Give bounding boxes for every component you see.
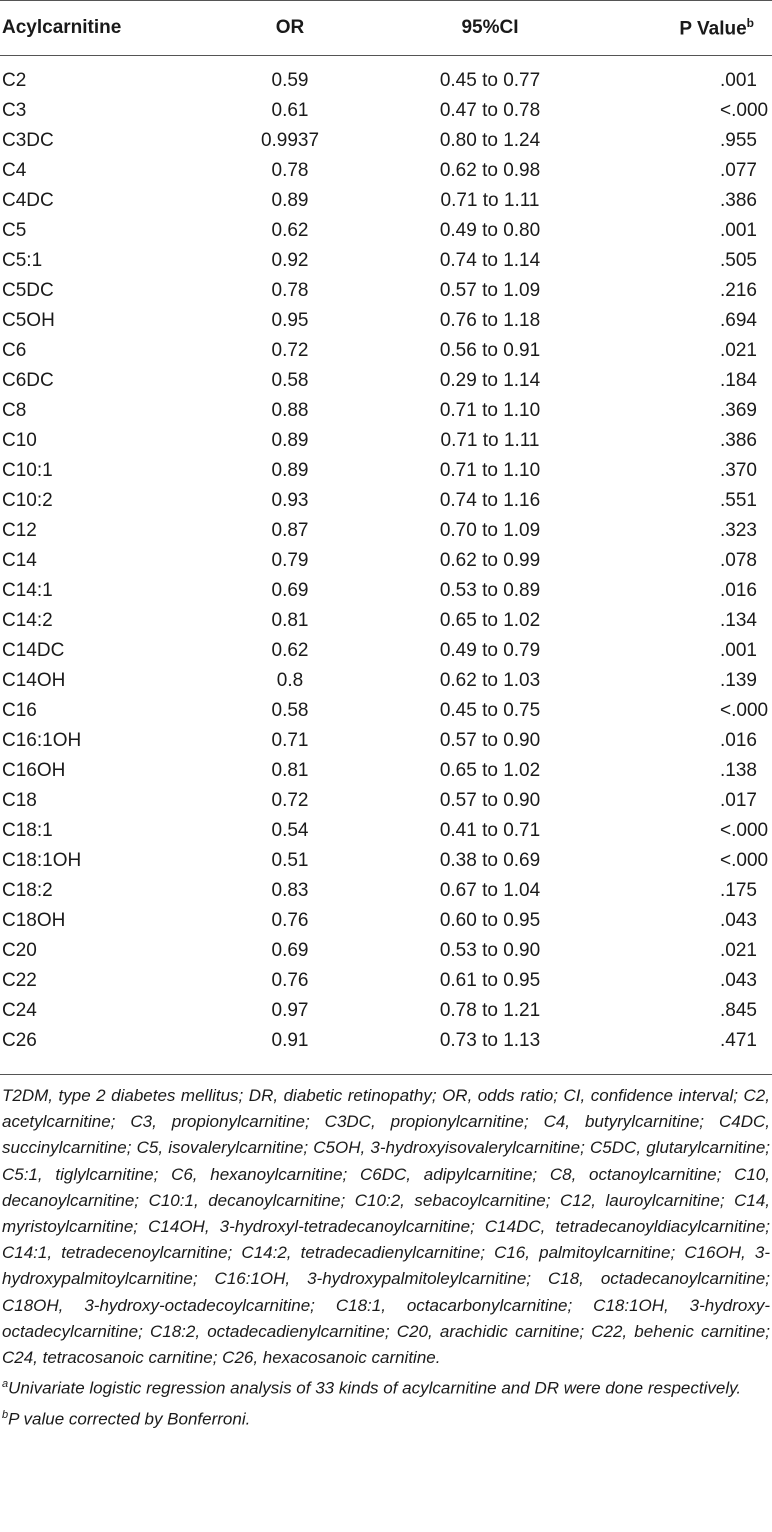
table-header-row	[0, 1, 772, 55]
cell-acylcarnitine: C3DC	[2, 130, 54, 151]
cell-or: 0.76	[271, 970, 309, 991]
cell-acylcarnitine: C14:1	[2, 580, 53, 601]
cell-or: 0.59	[271, 70, 309, 91]
table-row	[0, 936, 772, 966]
table-row	[0, 876, 772, 906]
cell-or: 0.89	[271, 190, 309, 211]
cell-or: 0.89	[271, 460, 309, 481]
cell-p-value: .017	[720, 790, 757, 811]
cell-or: 0.93	[271, 490, 309, 511]
cell-p-value: .001	[720, 70, 757, 91]
table-row	[0, 966, 772, 996]
cell-p-value: .184	[720, 370, 757, 391]
cell-p-value: .138	[720, 760, 757, 781]
table-row	[0, 306, 772, 336]
cell-ci: 0.49 to 0.79	[439, 640, 541, 661]
cell-ci: 0.62 to 0.98	[439, 160, 541, 181]
cell-ci: 0.71 to 1.11	[440, 190, 540, 211]
cell-or: 0.81	[271, 760, 309, 781]
cell-ci: 0.29 to 1.14	[439, 370, 541, 391]
cell-acylcarnitine: C5	[2, 220, 27, 241]
cell-ci: 0.76 to 1.18	[439, 310, 541, 331]
table-row	[0, 636, 772, 666]
cell-or: 0.97	[271, 1000, 309, 1021]
cell-ci: 0.53 to 0.89	[439, 580, 541, 601]
cell-acylcarnitine: C4	[2, 160, 27, 181]
header-p-value-label: P Value	[679, 18, 747, 40]
cell-or: 0.8	[276, 670, 304, 691]
cell-acylcarnitine: C20	[2, 940, 37, 961]
cell-ci: 0.53 to 0.90	[439, 940, 541, 961]
table-row	[0, 546, 772, 576]
cell-acylcarnitine: C18OH	[2, 910, 66, 931]
table-row	[0, 756, 772, 786]
cell-p-value: <.000	[720, 700, 769, 721]
cell-ci: 0.65 to 1.02	[439, 760, 541, 781]
table-row	[0, 276, 772, 306]
table-row	[0, 66, 772, 96]
cell-p-value: .323	[720, 520, 757, 541]
cell-p-value: <.000	[720, 100, 769, 121]
cell-p-value: .139	[720, 670, 757, 691]
table-row	[0, 426, 772, 456]
table-row	[0, 786, 772, 816]
table-row	[0, 246, 772, 276]
cell-or: 0.76	[271, 910, 309, 931]
cell-or: 0.62	[271, 220, 309, 241]
cell-or: 0.61	[271, 100, 309, 121]
header-p-value-footnote-marker: b	[746, 15, 754, 30]
footnote-b-text: P value corrected by Bonferroni.	[8, 1409, 251, 1429]
cell-ci: 0.73 to 1.13	[439, 1030, 541, 1051]
cell-acylcarnitine: C22	[2, 970, 37, 991]
cell-acylcarnitine: C12	[2, 520, 37, 541]
footnote-b-marker: b	[2, 1409, 9, 1422]
cell-or: 0.92	[271, 250, 309, 271]
cell-p-value: <.000	[720, 820, 769, 841]
cell-or: 0.71	[271, 730, 309, 751]
cell-ci: 0.74 to 1.16	[439, 490, 541, 511]
cell-acylcarnitine: C10:2	[2, 490, 53, 511]
cell-p-value: .021	[720, 940, 757, 961]
cell-p-value: <.000	[720, 850, 769, 871]
cell-acylcarnitine: C16	[2, 700, 37, 721]
cell-acylcarnitine: C6	[2, 340, 27, 361]
footnote-a-marker: a	[2, 1378, 9, 1391]
table-row	[0, 906, 772, 936]
cell-ci: 0.57 to 0.90	[439, 790, 541, 811]
acylcarnitine-table-body	[0, 66, 772, 1056]
cell-or: 0.87	[271, 520, 309, 541]
table-row	[0, 606, 772, 636]
cell-p-value: .386	[720, 190, 757, 211]
cell-or: 0.9937	[260, 130, 320, 151]
table-row	[0, 516, 772, 546]
table-footnotes	[0, 1075, 772, 1433]
cell-ci: 0.57 to 0.90	[439, 730, 541, 751]
table-row	[0, 156, 772, 186]
cell-p-value: .078	[720, 550, 757, 571]
cell-p-value: .471	[720, 1030, 757, 1051]
cell-acylcarnitine: C3	[2, 100, 27, 121]
cell-ci: 0.41 to 0.71	[439, 820, 541, 841]
table-row	[0, 666, 772, 696]
cell-ci: 0.74 to 1.14	[439, 250, 541, 271]
cell-ci: 0.80 to 1.24	[439, 130, 541, 151]
cell-or: 0.88	[271, 400, 309, 421]
cell-ci: 0.45 to 0.75	[439, 700, 541, 721]
cell-p-value: .021	[720, 340, 757, 361]
table-row	[0, 996, 772, 1026]
cell-ci: 0.62 to 0.99	[439, 550, 541, 571]
cell-p-value: .845	[720, 1000, 757, 1021]
cell-or: 0.72	[271, 340, 309, 361]
cell-acylcarnitine: C10	[2, 430, 37, 451]
table-row	[0, 336, 772, 366]
cell-or: 0.95	[271, 310, 309, 331]
cell-acylcarnitine: C18	[2, 790, 37, 811]
table-row	[0, 696, 772, 726]
cell-ci: 0.78 to 1.21	[439, 1000, 541, 1021]
cell-acylcarnitine: C5OH	[2, 310, 55, 331]
cell-or: 0.83	[271, 880, 309, 901]
cell-p-value: .505	[720, 250, 757, 271]
cell-ci: 0.57 to 1.09	[439, 280, 541, 301]
header-p-value	[600, 1, 772, 55]
cell-acylcarnitine: C16:1OH	[2, 730, 82, 751]
cell-or: 0.81	[271, 610, 309, 631]
footnote-b	[2, 1402, 770, 1433]
table-row	[0, 366, 772, 396]
cell-ci: 0.38 to 0.69	[439, 850, 541, 871]
footnote-a	[2, 1371, 770, 1402]
cell-or: 0.78	[271, 160, 309, 181]
cell-p-value: .369	[720, 400, 757, 421]
cell-or: 0.58	[271, 700, 309, 721]
cell-acylcarnitine: C6DC	[2, 370, 54, 391]
cell-or: 0.62	[271, 640, 309, 661]
cell-acylcarnitine: C16OH	[2, 760, 66, 781]
cell-acylcarnitine: C14OH	[2, 670, 66, 691]
acylcarnitine-table	[0, 1, 772, 55]
cell-acylcarnitine: C10:1	[2, 460, 53, 481]
table-row	[0, 216, 772, 246]
cell-ci: 0.62 to 1.03	[439, 670, 541, 691]
table-row	[0, 96, 772, 126]
cell-or: 0.79	[271, 550, 309, 571]
cell-acylcarnitine: C18:2	[2, 880, 53, 901]
cell-p-value: .551	[720, 490, 757, 511]
cell-p-value: .001	[720, 220, 757, 241]
cell-p-value: .370	[720, 460, 757, 481]
cell-p-value: .077	[720, 160, 757, 181]
cell-p-value: .386	[720, 430, 757, 451]
cell-acylcarnitine: C5DC	[2, 280, 54, 301]
cell-ci: 0.60 to 0.95	[439, 910, 541, 931]
cell-or: 0.89	[271, 430, 309, 451]
cell-or: 0.78	[271, 280, 309, 301]
cell-ci: 0.65 to 1.02	[439, 610, 541, 631]
cell-ci: 0.70 to 1.09	[439, 520, 541, 541]
table-row	[0, 816, 772, 846]
cell-ci: 0.61 to 0.95	[439, 970, 541, 991]
table-row	[0, 396, 772, 426]
cell-or: 0.58	[271, 370, 309, 391]
table-row	[0, 126, 772, 156]
cell-acylcarnitine: C18:1OH	[2, 850, 82, 871]
table-row	[0, 726, 772, 756]
table-row	[0, 186, 772, 216]
cell-p-value: .694	[720, 310, 757, 331]
cell-or: 0.72	[271, 790, 309, 811]
cell-acylcarnitine: C4DC	[2, 190, 54, 211]
cell-acylcarnitine: C2	[2, 70, 27, 91]
table-row	[0, 1026, 772, 1056]
cell-or: 0.51	[271, 850, 309, 871]
cell-ci: 0.71 to 1.10	[439, 460, 541, 481]
cell-p-value: .001	[720, 640, 757, 661]
table-row	[0, 846, 772, 876]
cell-ci: 0.47 to 0.78	[439, 100, 541, 121]
cell-p-value: .955	[720, 130, 757, 151]
cell-ci: 0.71 to 1.11	[440, 430, 540, 451]
cell-p-value: .134	[720, 610, 757, 631]
cell-ci: 0.49 to 0.80	[439, 220, 541, 241]
abbreviations-note: T2DM, type 2 diabetes mellitus; DR, diabetic retinopathy; OR, odds ratio; CI, confidence interval; C2, acetylcarnitine; C3, propionylcarnitine; C3DC, propionylcarnitine; C4, butyrylcarnitine; C4DC, succinylcarnitine; C5, isovalerylcarnitine; C5OH, 3-hydroxyisovalerylcarnitine; C5DC, glutarylcarnitine; C5:1, tiglylcarnitine; C6, hexanoylcarnitine; C6DC, adipylcarnitine; C8, octanoylcarnitine; C10, decanoylcarnitine; C10:1, decanoylcarnitine; C10:2, sebacoylcarnitine; C12, lauroylcarnitine; C14, myristoylcarnitine; C14OH, 3-hydroxyl-tetradecanoylcarnitine; C14DC, tetradecanoyldiacylcarnitine; C14:1, tetradecenoylcarnitine; C14:2, tetradecadienylcarnitine; C16, palmitoylcarnitine; C16OH, 3-hydroxypalmitoylcarnitine; C16:1OH, 3-hydroxypalmitoleylcarnitine; C18, octadecanoylcarnitine; C18OH, 3-hydroxy-octadecoylcarnitine; C18:1, octacarbonylcarnitine; C18:1OH, 3-hydroxy-octadecylcarnitine; C18:2, octadecadienylcarnitine; C20, arachidic carnitine; C22, behenic carnitine; C24, tetracosanoic carnitine; C26, hexacosanoic carnitine.	[2, 1086, 770, 1368]
cell-acylcarnitine: C18:1	[2, 820, 53, 841]
cell-ci: 0.71 to 1.10	[439, 400, 541, 421]
cell-p-value: .016	[720, 580, 757, 601]
cell-p-value: .043	[720, 970, 757, 991]
table-row	[0, 456, 772, 486]
header-or: OR	[275, 17, 305, 38]
cell-ci: 0.56 to 0.91	[439, 340, 541, 361]
cell-ci: 0.45 to 0.77	[439, 70, 541, 91]
cell-or: 0.69	[271, 940, 309, 961]
cell-acylcarnitine: C26	[2, 1030, 37, 1051]
cell-acylcarnitine: C14DC	[2, 640, 65, 661]
cell-acylcarnitine: C14:2	[2, 610, 53, 631]
cell-p-value: .016	[720, 730, 757, 751]
table-row	[0, 486, 772, 516]
cell-p-value: .216	[720, 280, 757, 301]
table-row	[0, 576, 772, 606]
cell-p-value: .043	[720, 910, 757, 931]
cell-acylcarnitine: C14	[2, 550, 37, 571]
cell-or: 0.91	[271, 1030, 309, 1051]
cell-or: 0.54	[271, 820, 309, 841]
cell-or: 0.69	[271, 580, 309, 601]
cell-acylcarnitine: C24	[2, 1000, 37, 1021]
cell-ci: 0.67 to 1.04	[439, 880, 541, 901]
header-ci: 95%CI	[461, 17, 519, 38]
cell-p-value: .175	[720, 880, 757, 901]
footnote-a-text: Univariate logistic regression analysis of 33 kinds of acylcarnitine and DR were done respectively.	[8, 1378, 742, 1398]
header-acylcarnitine: Acylcarnitine	[2, 17, 122, 38]
cell-acylcarnitine: C8	[2, 400, 27, 421]
cell-acylcarnitine: C5:1	[2, 250, 43, 271]
